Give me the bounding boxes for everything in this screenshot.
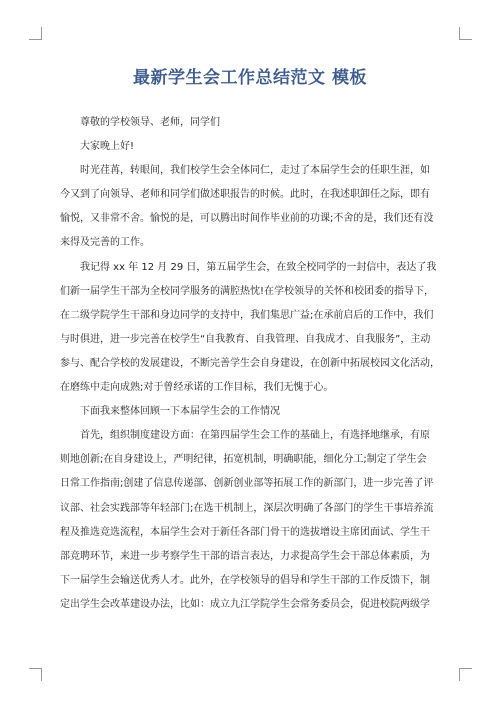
paragraph-line: 则地创新;在自身建设上，严明纪律，拓宽机制，明确职能，细化分工;制定了学生会: [60, 454, 427, 466]
paragraph-line: 在磨练中走向成熟;对于曾经承诺的工作目标，我们无愧于心。: [60, 382, 334, 394]
paragraph-line: 我记得 xx 年 12 月 29 日，第五届学生会，在致全校同学的一封信中，表达了我: [80, 261, 437, 273]
salutation-line: 大家晚上好!: [80, 141, 135, 153]
paragraph-line: 部竞聘环节，来进一步考察学生干部的语言表达，力求提高学生会干部总体素质，为: [60, 550, 430, 562]
paragraph-line: 参与、配合学校的发展建设，不断完善学生会自身建设，在创新中拓展校园文化活动，: [60, 357, 440, 369]
crop-mark-bottom-right: [459, 668, 472, 681]
paragraph-line: 程及推选竞选流程，本届学生会对于新任各部门骨干的选拔增设主席团面试、学生干: [60, 526, 430, 538]
greeting-line: 尊敬的学校领导、老师，同学们: [80, 117, 220, 128]
paragraph-line: 来得及完善的工作。: [60, 237, 150, 249]
paragraph-1: [60, 159, 440, 255]
paragraph-line: 愉悦，又非常不舍。愉悦的是，可以腾出时间作毕业前的功课;不舍的是，我们还有没: [60, 213, 434, 225]
paragraph-line: 日常工作指南;创建了信息传递部、创新创业部等拓展工作的新部门，进一步完善了评: [60, 478, 434, 490]
paragraph-line: 下一届学生会输送优秀人才。此外，在学校领导的倡导和学生干部的工作反馈下，制: [60, 574, 430, 586]
paragraph-line: 议部、社会实践部等年轻部门;在选干机制上，深层次明确了各部门的学生干事培养流: [60, 502, 434, 514]
paragraph-line: 在二级学院学生干部和身边同学的支持中，我们集思广益;在承前启后的工作中，我们: [60, 309, 434, 321]
crop-mark-top-right: [459, 27, 472, 40]
paragraph-line: 定出学生会改革建设办法，比如：成立九江学院学生会常务委员会，促进校院两级学: [60, 598, 430, 610]
paragraph-3: 下面我来整体回顾一下本届学生会的工作情况: [80, 406, 280, 418]
document-body: [60, 111, 440, 617]
paragraph-line: 们新一届学生干部为全校同学服务的满腔热忱!在学校领导的关怀和校团委的指导下，: [60, 285, 435, 297]
paragraph-2: [60, 256, 440, 401]
paragraph-line: 今又到了向领导、老师和同学们做述职报告的时候。此时，在我述职卸任之际，即有: [60, 189, 430, 201]
paragraph-line: 时光荏苒，转眼间，我们校学生会全体同仁，走过了本届学生会的任职生涯，如: [80, 165, 430, 177]
crop-mark-bottom-left: [29, 668, 42, 681]
paragraph-line: 与时俱进，进一步完善在校学生“自我教育、自我管理、自我成才、自我服务”，主动: [60, 333, 431, 345]
paragraph-4: [60, 424, 440, 617]
paragraph-line: 首先，组织制度建设方面：在第四届学生会工作的基础上，有选择地继承，有原: [80, 430, 430, 442]
crop-mark-top-left: [29, 27, 42, 40]
document-title: 最新学生会工作总结范文 模板: [133, 68, 367, 88]
